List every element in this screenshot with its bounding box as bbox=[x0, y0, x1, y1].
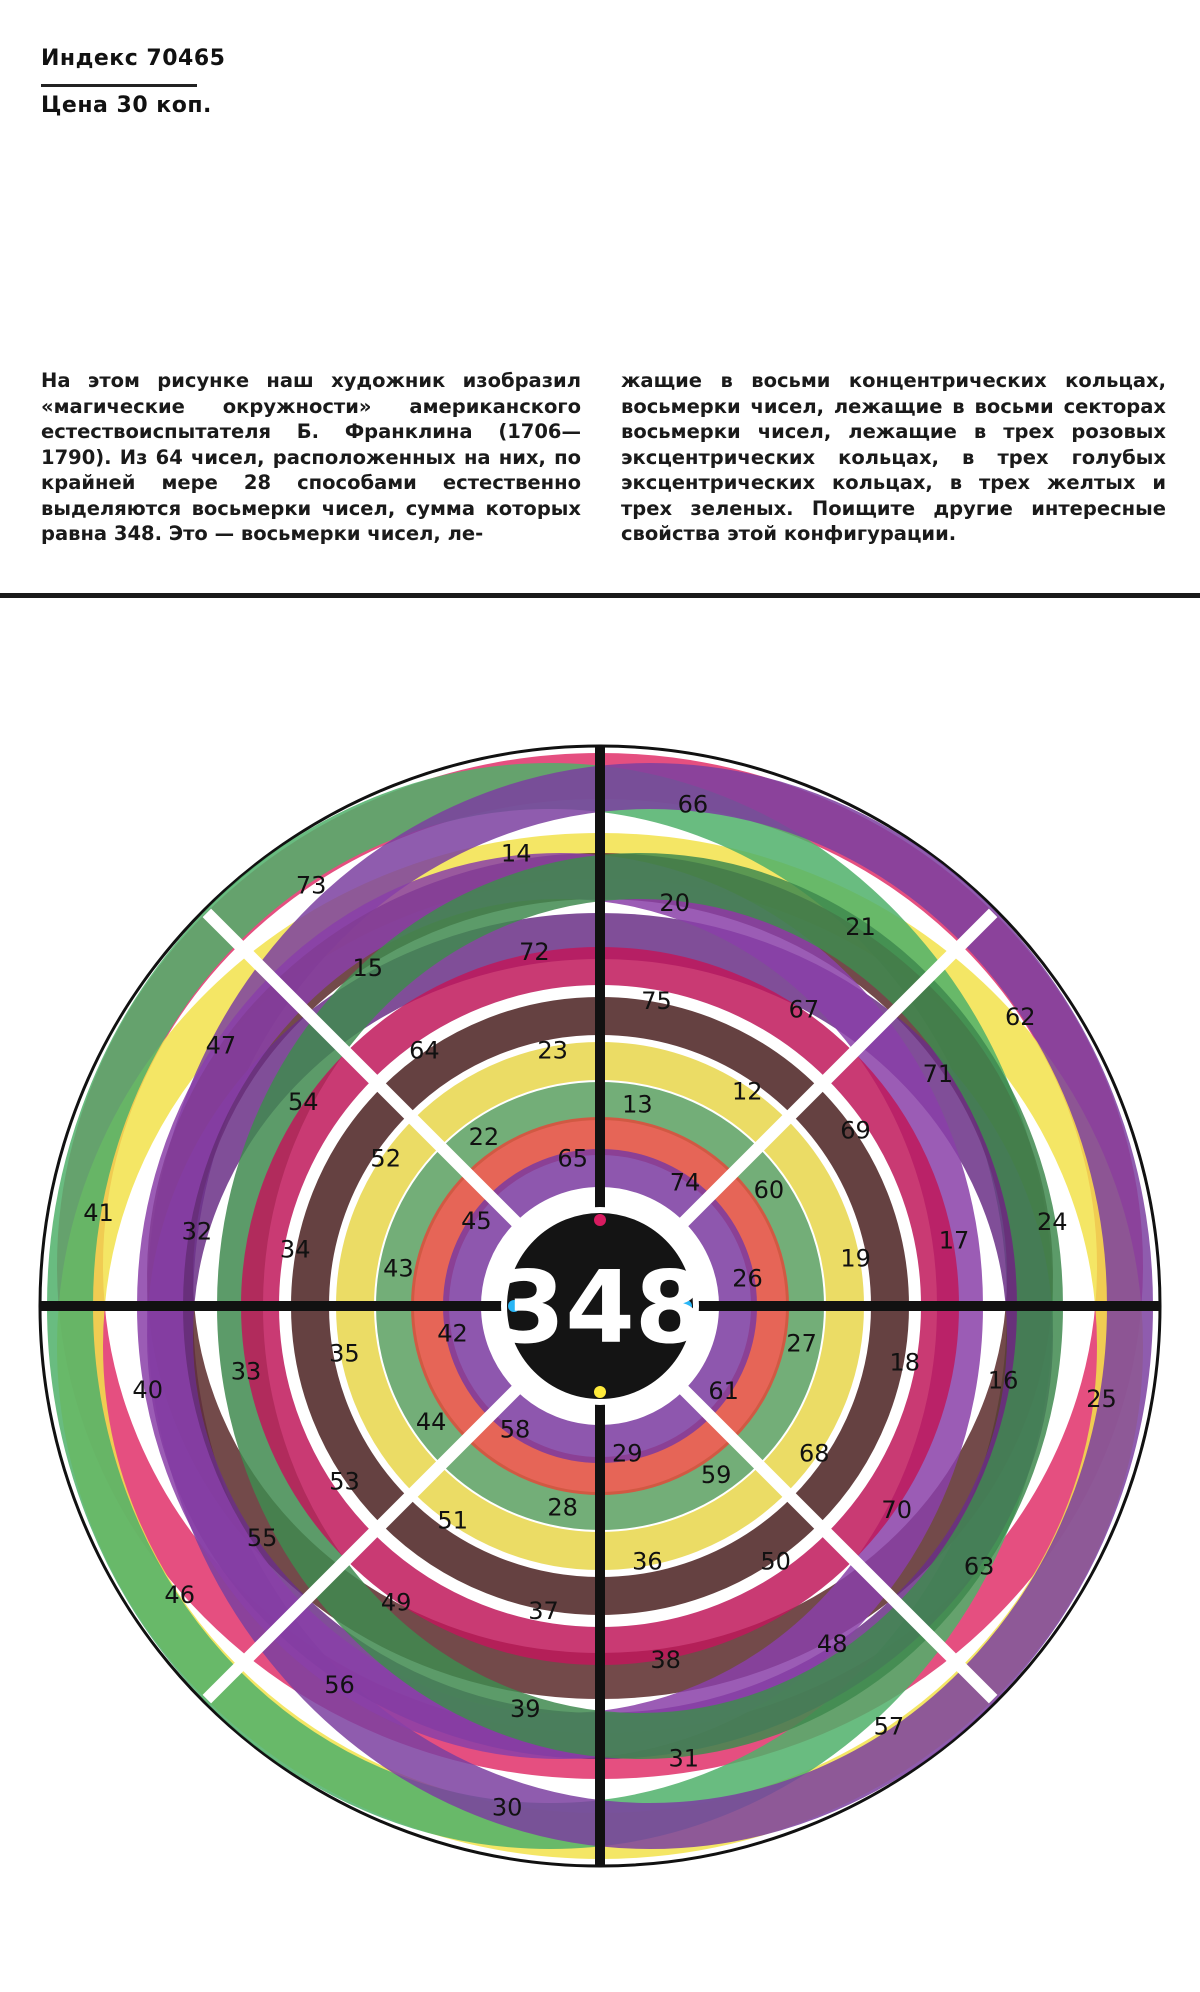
ring-number: 52 bbox=[370, 1144, 401, 1173]
ring-number: 47 bbox=[205, 1031, 237, 1060]
caption-column-left: На этом рисунке наш художник изобразил «магические окружности» американского естествоиспытателя Б. Франклина (1706—1790). Из 64 чисел, расположенных на них, по крайней мере 28 способами естественно выделяются восьмерки чисел, сумма которых равна 348. Это — восьмерки чисел, ле- bbox=[41, 369, 581, 545]
ring-number: 56 bbox=[324, 1671, 355, 1700]
ring-number: 25 bbox=[1086, 1384, 1117, 1413]
index-label: Индекс 70465 bbox=[41, 46, 226, 71]
ring-number: 73 bbox=[295, 871, 327, 900]
ring-number: 20 bbox=[659, 888, 690, 917]
ring-number: 28 bbox=[547, 1493, 578, 1522]
ring-number: 40 bbox=[132, 1375, 163, 1404]
ring-number: 50 bbox=[760, 1547, 791, 1576]
ring-number: 33 bbox=[230, 1357, 262, 1386]
ring-number: 14 bbox=[500, 839, 532, 868]
ring-number: 38 bbox=[650, 1646, 681, 1674]
ring-number: 67 bbox=[788, 995, 820, 1024]
ring-number: 29 bbox=[612, 1439, 643, 1468]
ring-number: 27 bbox=[786, 1329, 817, 1358]
center-dot-bottom bbox=[594, 1386, 606, 1398]
ring-number: 22 bbox=[468, 1123, 500, 1152]
ring-number: 59 bbox=[700, 1460, 732, 1489]
ring-number: 70 bbox=[881, 1495, 912, 1524]
ring-number: 51 bbox=[437, 1506, 468, 1535]
ring-number: 37 bbox=[528, 1596, 559, 1625]
ring-number: 41 bbox=[83, 1199, 114, 1228]
ring-number: 66 bbox=[677, 790, 709, 819]
ring-number: 12 bbox=[732, 1077, 763, 1106]
ring-number: 35 bbox=[329, 1339, 360, 1368]
ring-number: 55 bbox=[246, 1524, 278, 1553]
ring-number: 18 bbox=[889, 1348, 921, 1377]
ring-number: 68 bbox=[799, 1439, 830, 1468]
ring-number: 54 bbox=[288, 1088, 319, 1117]
ring-number: 65 bbox=[557, 1144, 588, 1173]
ring-number: 19 bbox=[840, 1244, 871, 1273]
ring-number: 44 bbox=[415, 1408, 447, 1437]
ring-number: 62 bbox=[1005, 1003, 1036, 1032]
center-sum: 348 bbox=[495, 1249, 705, 1366]
magic-circles-figure bbox=[24, 730, 1176, 1882]
ring-number: 49 bbox=[380, 1588, 412, 1617]
ring-number: 17 bbox=[938, 1226, 970, 1255]
ring-number: 21 bbox=[845, 912, 876, 941]
ring-number: 60 bbox=[753, 1175, 785, 1204]
ring-number: 48 bbox=[816, 1629, 848, 1658]
ring-number: 71 bbox=[922, 1059, 954, 1088]
header-rule bbox=[41, 84, 197, 87]
ring-number: 72 bbox=[519, 938, 550, 966]
ring-number: 23 bbox=[537, 1036, 568, 1065]
ring-number: 16 bbox=[987, 1366, 1019, 1395]
center-dot-top bbox=[594, 1214, 606, 1226]
ring-number: 13 bbox=[622, 1090, 653, 1119]
ring-number: 74 bbox=[669, 1168, 701, 1197]
ring-number: 24 bbox=[1037, 1208, 1068, 1237]
caption-column-right: жащие в восьми концентрических кольцах, восьмерки чисел, лежащие в восьми секторах восьмерки чисел, лежащие в трех розовых эксцентрических кольцах, в трех голубых эксцентрических кольцах, в трех желтых и трех зеленых. Поищите другие интересные свойства этой конфигурации. bbox=[621, 369, 1166, 545]
ring-number: 75 bbox=[641, 987, 672, 1016]
ring-number: 34 bbox=[279, 1235, 311, 1264]
ring-number: 43 bbox=[383, 1254, 414, 1283]
ring-number: 36 bbox=[632, 1547, 663, 1576]
ring-number: 61 bbox=[708, 1377, 739, 1405]
price-label: Цена 30 коп. bbox=[41, 93, 212, 118]
ring-number: 58 bbox=[499, 1415, 531, 1444]
ring-number: 42 bbox=[437, 1319, 468, 1348]
ring-number: 39 bbox=[510, 1695, 541, 1724]
ring-number: 53 bbox=[329, 1467, 360, 1496]
section-divider bbox=[0, 593, 1200, 598]
ring-number: 30 bbox=[491, 1793, 523, 1822]
ring-number: 63 bbox=[963, 1552, 995, 1581]
ring-number: 45 bbox=[461, 1207, 492, 1235]
ring-number: 15 bbox=[352, 954, 384, 983]
ring-number: 69 bbox=[840, 1116, 871, 1145]
ring-number: 46 bbox=[164, 1580, 195, 1609]
ring-number: 57 bbox=[873, 1712, 905, 1741]
ring-number: 31 bbox=[668, 1744, 700, 1773]
ring-number: 32 bbox=[181, 1217, 213, 1246]
ring-number: 64 bbox=[409, 1036, 440, 1065]
ring-number: 26 bbox=[732, 1264, 763, 1293]
